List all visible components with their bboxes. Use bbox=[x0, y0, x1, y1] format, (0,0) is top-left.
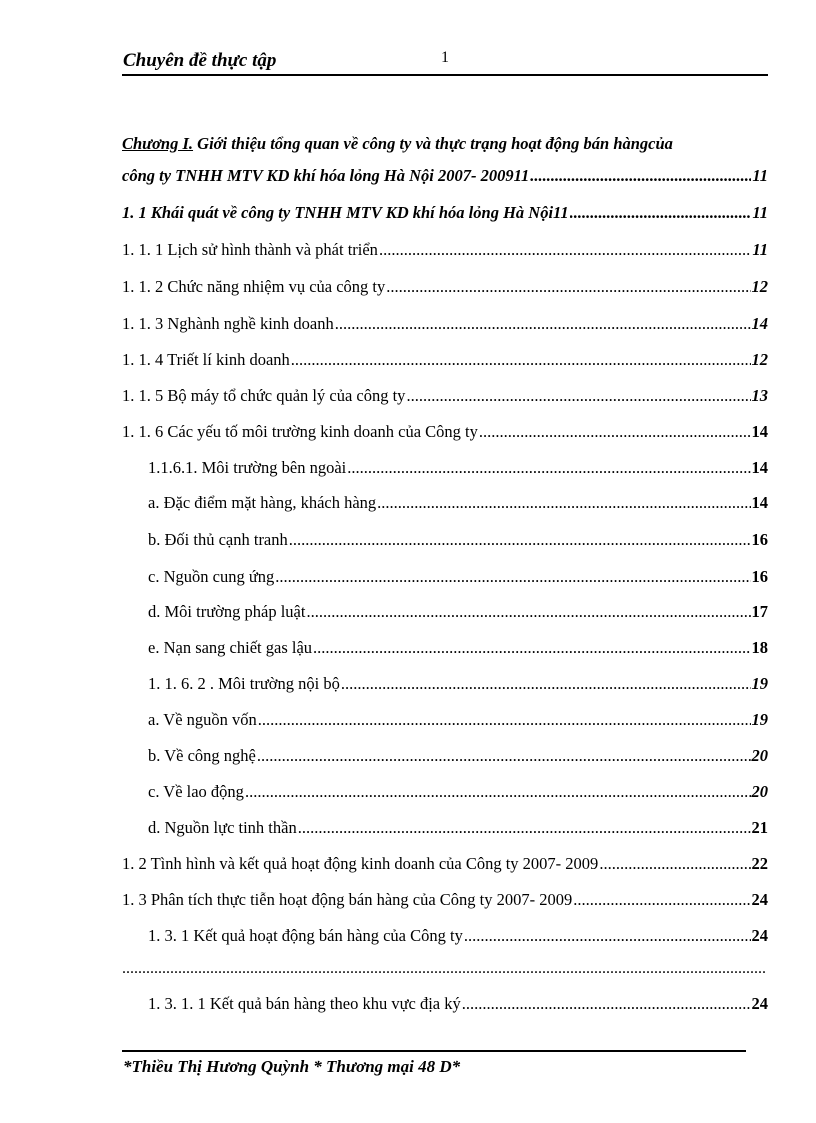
toc-entry[interactable] bbox=[122, 203, 768, 223]
toc-entry-title: b. Đối thủ cạnh tranh bbox=[148, 530, 288, 549]
toc-entry-title: c. Về lao động bbox=[148, 782, 244, 801]
toc-leader-dots bbox=[275, 567, 750, 587]
toc-page-number: 14 bbox=[751, 314, 768, 333]
toc-leader-dots bbox=[386, 277, 750, 297]
toc-leader-dots bbox=[245, 782, 751, 802]
toc-leader-dots bbox=[377, 493, 750, 513]
chapter-title-line2-row bbox=[122, 166, 768, 186]
toc-leader-dots bbox=[347, 458, 750, 478]
toc-page-number: 11 bbox=[752, 240, 768, 259]
toc-leader-dots bbox=[530, 166, 751, 186]
toc-page-number: 21 bbox=[751, 818, 768, 837]
toc-page-number: 11 bbox=[752, 203, 768, 222]
header-title: Chuyên đề thực tập bbox=[123, 50, 277, 71]
toc-page-number: 22 bbox=[751, 854, 768, 873]
toc-entry-title: c. Nguồn cung ứng bbox=[148, 567, 275, 586]
toc-page-number: 24 bbox=[751, 926, 768, 945]
toc-entry-title: 1. 3. 1 Kết quả hoạt động bán hàng của Công ty bbox=[148, 926, 463, 945]
toc-leader-dots bbox=[257, 746, 751, 766]
toc-page-number: 16 bbox=[751, 530, 768, 549]
page-header bbox=[122, 48, 768, 76]
toc-leader-dots bbox=[313, 638, 750, 658]
toc-entry-title: 1. 1 Khái quát về công ty TNHH MTV KD khí hóa lỏng Hà Nội11 bbox=[122, 203, 569, 222]
toc-entry-title: 1. 3. 1. 1 Kết quả bán hàng theo khu vực địa ký bbox=[148, 994, 461, 1013]
toc-entry[interactable] bbox=[148, 994, 768, 1014]
toc-page-number: 12 bbox=[751, 277, 768, 296]
toc-entry-title: e. Nạn sang chiết gas lậu bbox=[148, 638, 313, 657]
toc-entry[interactable] bbox=[148, 782, 768, 802]
toc-leader-dots bbox=[341, 674, 751, 694]
toc-page-number: 14 bbox=[751, 422, 768, 441]
toc-entry[interactable] bbox=[122, 240, 768, 260]
toc-entry-title: a. Về nguồn vốn bbox=[148, 710, 257, 729]
toc-entry[interactable] bbox=[148, 710, 768, 730]
toc-page-number: 14 bbox=[751, 493, 768, 512]
toc-entry-title: 1. 1. 6. 2 . Môi trường nội bộ bbox=[148, 674, 340, 693]
toc-entry-title: 1. 1. 5 Bộ máy tổ chức quản lý của công ty bbox=[122, 386, 406, 405]
toc-entry[interactable] bbox=[122, 890, 768, 910]
toc-entry-title: d. Nguồn lực tinh thần bbox=[148, 818, 297, 837]
toc-leader-dots bbox=[335, 314, 751, 334]
toc-entry[interactable] bbox=[148, 926, 768, 946]
toc-entry[interactable] bbox=[148, 638, 768, 658]
toc-entry[interactable] bbox=[122, 314, 768, 334]
toc-page-number: 19 bbox=[751, 674, 768, 693]
toc-entry-title: 1. 1. 6 Các yếu tố môi trường kinh doanh của Công ty bbox=[122, 422, 478, 441]
page-number: 1 bbox=[441, 49, 449, 66]
toc-entry[interactable] bbox=[148, 674, 768, 694]
toc-leader-dots bbox=[573, 890, 750, 910]
toc-leader-dots bbox=[479, 422, 751, 442]
toc-entry-title: 1. 1. 2 Chức năng nhiệm vụ của công ty bbox=[122, 277, 386, 296]
toc-entry[interactable] bbox=[148, 530, 768, 550]
toc-entry[interactable] bbox=[148, 818, 768, 838]
toc-page-number: 11 bbox=[752, 166, 768, 185]
toc-page-number: 16 bbox=[751, 567, 768, 586]
toc-page-number: 14 bbox=[751, 458, 768, 477]
toc-entry[interactable] bbox=[122, 277, 768, 297]
toc-leader-dots bbox=[464, 926, 751, 946]
toc-leader-dots bbox=[298, 818, 751, 838]
toc-leader-dots bbox=[306, 602, 750, 622]
toc-leader-dots bbox=[289, 530, 751, 550]
toc-leader-dots bbox=[258, 710, 751, 730]
toc-page-number: 18 bbox=[751, 638, 768, 657]
toc-page-number: 13 bbox=[751, 386, 768, 405]
toc-leader-dots bbox=[406, 386, 750, 406]
toc-page-number: 17 bbox=[751, 602, 768, 621]
toc-entry[interactable] bbox=[122, 854, 768, 874]
toc-entry-title: b. Về công nghệ bbox=[148, 746, 256, 765]
chapter-label: Chương I. bbox=[122, 134, 194, 153]
toc-entry-title: 1.1.6.1. Môi trường bên ngoài bbox=[148, 458, 347, 477]
toc-leader-dots bbox=[379, 240, 751, 260]
toc-entry[interactable] bbox=[148, 602, 768, 622]
toc-page-number: 12 bbox=[751, 350, 768, 369]
page-footer bbox=[122, 1050, 746, 1076]
toc-entry-title: 1. 3 Phân tích thực tiễn hoạt động bán hàng của Công ty 2007- 2009 bbox=[122, 890, 573, 909]
toc-entry-title: 1. 2 Tình hình và kết quả hoạt động kinh doanh của Công ty 2007- 2009 bbox=[122, 854, 599, 873]
toc-page-number: 20 bbox=[751, 782, 768, 801]
chapter-title-line1: Giới thiệu tổng quan về công ty và thực trạng hoạt động bán hàngcủa bbox=[193, 134, 673, 153]
toc-page-number: 24 bbox=[751, 890, 768, 909]
toc-entry[interactable] bbox=[122, 350, 768, 370]
toc-entry-title: d. Môi trường pháp luật bbox=[148, 602, 306, 621]
toc-leader-dots bbox=[291, 350, 751, 370]
toc-entry-title: a. Đặc điểm mặt hàng, khách hàng bbox=[148, 493, 377, 512]
footer-text: *Thiều Thị Hương Quỳnh * Thương mại 48 D* bbox=[123, 1057, 461, 1076]
toc-entry-title: 1. 1. 1 Lịch sử hình thành và phát triển bbox=[122, 240, 378, 259]
chapter-title-line2: công ty TNHH MTV KD khí hóa lỏng Hà Nội 2007- 200911 bbox=[122, 166, 530, 185]
leader-dot-line bbox=[122, 960, 766, 978]
toc-page-number: 20 bbox=[751, 746, 768, 765]
toc-entry[interactable] bbox=[122, 386, 768, 406]
toc-page-number: 19 bbox=[751, 710, 768, 729]
toc-entry-title: 1. 1. 3 Nghành nghề kinh doanh bbox=[122, 314, 334, 333]
toc-leader-dots bbox=[570, 203, 752, 223]
toc-leader-dots bbox=[599, 854, 750, 874]
toc-entry[interactable] bbox=[148, 458, 768, 478]
toc-entry[interactable] bbox=[148, 746, 768, 766]
toc-leader-dots bbox=[462, 994, 751, 1014]
toc-entry[interactable] bbox=[122, 422, 768, 442]
toc-entry[interactable] bbox=[148, 567, 768, 587]
toc-entry-title: 1. 1. 4 Triết lí kinh doanh bbox=[122, 350, 290, 369]
toc-entry[interactable] bbox=[148, 493, 768, 513]
toc-page-number: 24 bbox=[751, 994, 768, 1013]
